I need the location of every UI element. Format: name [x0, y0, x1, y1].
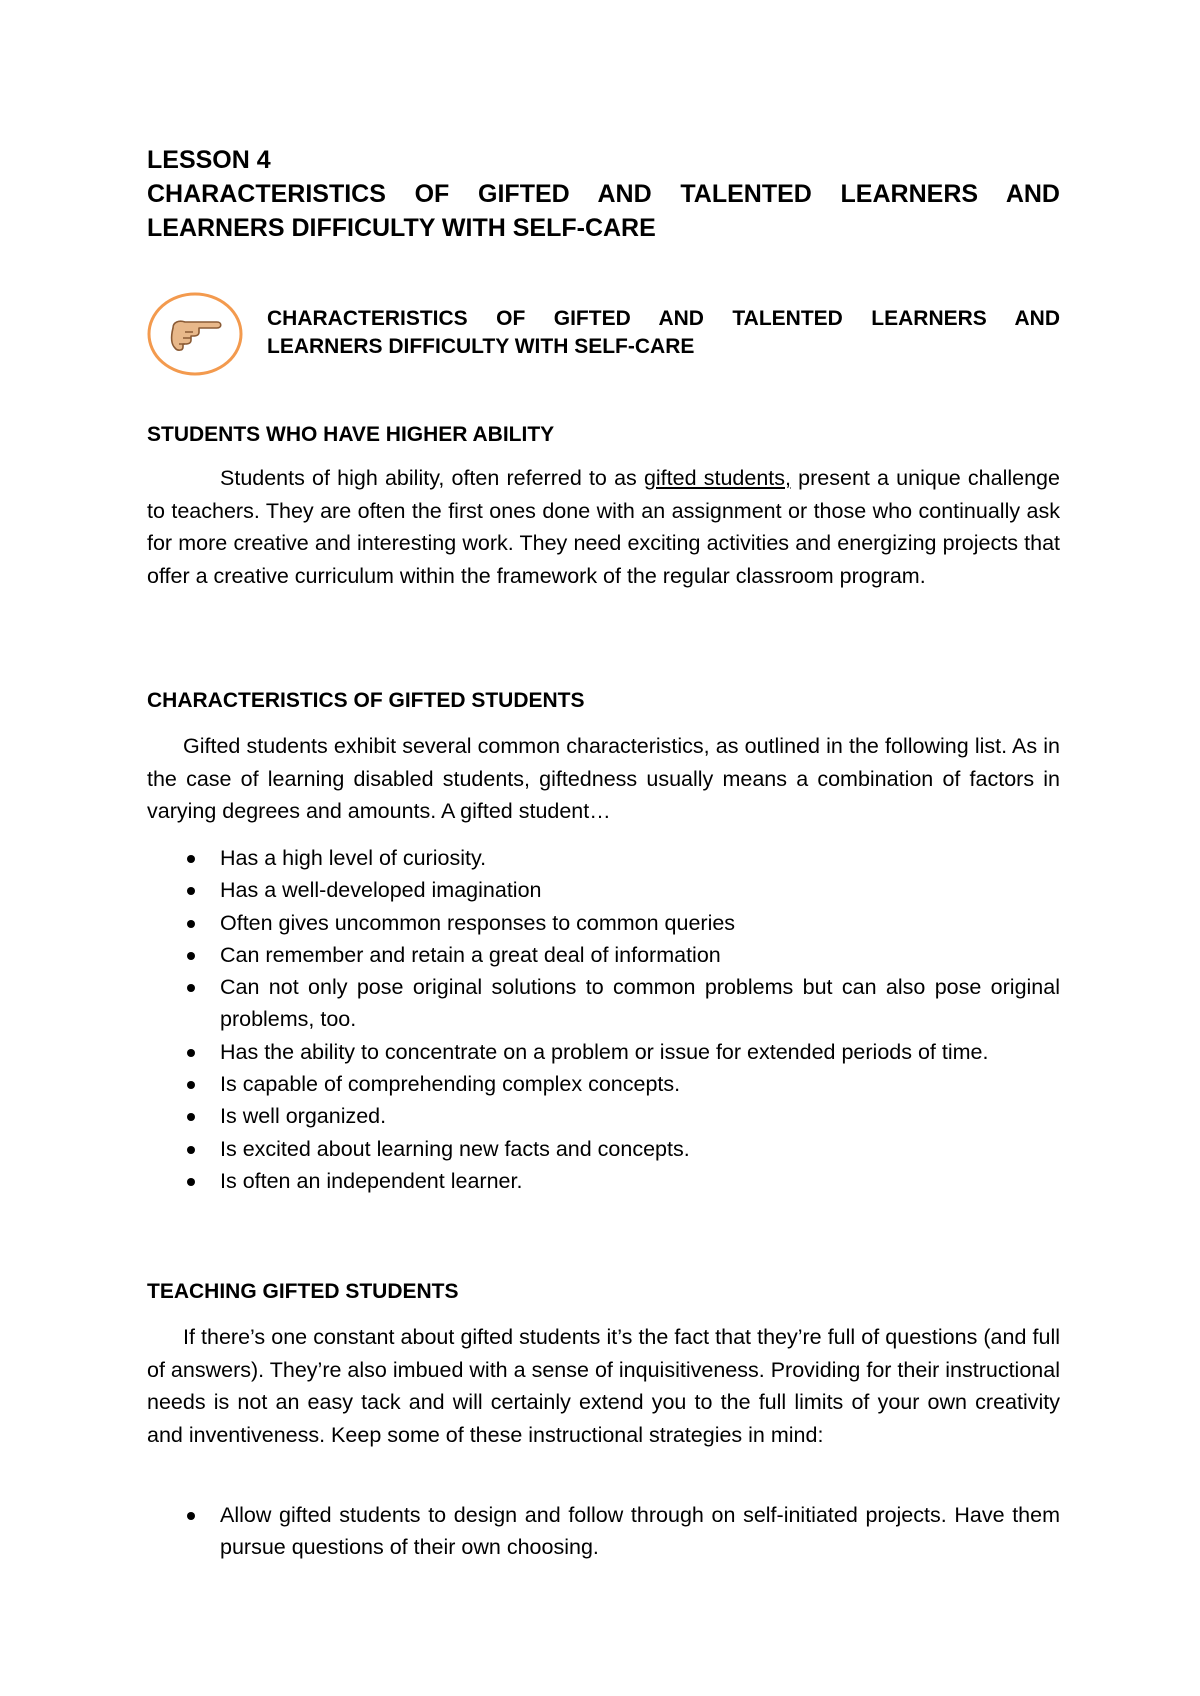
list-item: Often gives uncommon responses to common queries [147, 907, 1060, 939]
lesson-title [147, 143, 1060, 245]
lesson-number: LESSON 4 [147, 146, 271, 174]
section-heading-higher-ability: STUDENTS WHO HAVE HIGHER ABILITY [147, 423, 555, 446]
characteristics-intro: Gifted students exhibit several common characteristics, as outlined in the following list. As in the case of learning disabled students, giftedness usually means a combination of factors in varying degrees and amounts. A gifted student… [147, 734, 1060, 823]
topic-callout [147, 292, 1060, 378]
higher-ability-paragraph [147, 462, 1060, 592]
pointing-hand-icon [147, 292, 243, 376]
callout-line1: CHARACTERISTICS OF GIFTED AND TALENTED LEARNERS AND [267, 307, 1060, 330]
list-item: Has the ability to concentrate on a problem or issue for extended periods of time. [147, 1036, 1060, 1068]
teaching-intro: If there’s one constant about gifted students it’s the fact that they’re full of questions (and full of answers). They’re also imbued with a sense of inquisitiveness. Providing for their instructional needs is not an easy tack and will certainly extend you to the full limits of your own creativity and inventiveness. Keep some of these instructional strategies in mind: [147, 1325, 1060, 1447]
list-item: Is often an independent learner. [147, 1165, 1060, 1197]
para-text-before: Students of high ability, often referred to as [220, 466, 644, 490]
para-text-after: present a unique challenge to teachers. They are often the first ones done with an assignment or those who continually ask for more creative and interesting work. They need exciting activities and energizing projects that offer a creative curriculum within the framework of the regular classroom program. [147, 466, 1060, 588]
list-item: Can remember and retain a great deal of information [147, 939, 1060, 971]
section-heading-teaching: TEACHING GIFTED STUDENTS [147, 1280, 459, 1303]
callout-line2: LEARNERS DIFFICULTY WITH SELF-CARE [267, 335, 695, 358]
teaching-strategies-list [147, 1499, 1060, 1564]
section-heading-characteristics: CHARACTERISTICS OF GIFTED STUDENTS [147, 689, 585, 712]
gifted-students-term: gifted students, [643, 466, 791, 490]
list-item: Is well organized. [147, 1100, 1060, 1132]
list-item: Is capable of comprehending complex concepts. [147, 1068, 1060, 1100]
lesson-title-line2: LEARNERS DIFFICULTY WITH SELF-CARE [147, 214, 656, 242]
list-item: Has a well-developed imagination [147, 874, 1060, 906]
lesson-title-line1: CHARACTERISTICS OF GIFTED AND TALENTED LEARNERS AND [147, 180, 1060, 208]
list-item: Has a high level of curiosity. [147, 842, 1060, 874]
list-item: Is excited about learning new facts and concepts. [147, 1133, 1060, 1165]
callout-text [267, 305, 1060, 361]
list-item: Allow gifted students to design and follow through on self-initiated projects. Have them pursue questions of their own choosing. [147, 1499, 1060, 1564]
characteristics-list [147, 842, 1060, 1197]
list-item: Can not only pose original solutions to common problems but can also pose original problems, too. [147, 971, 1060, 1036]
